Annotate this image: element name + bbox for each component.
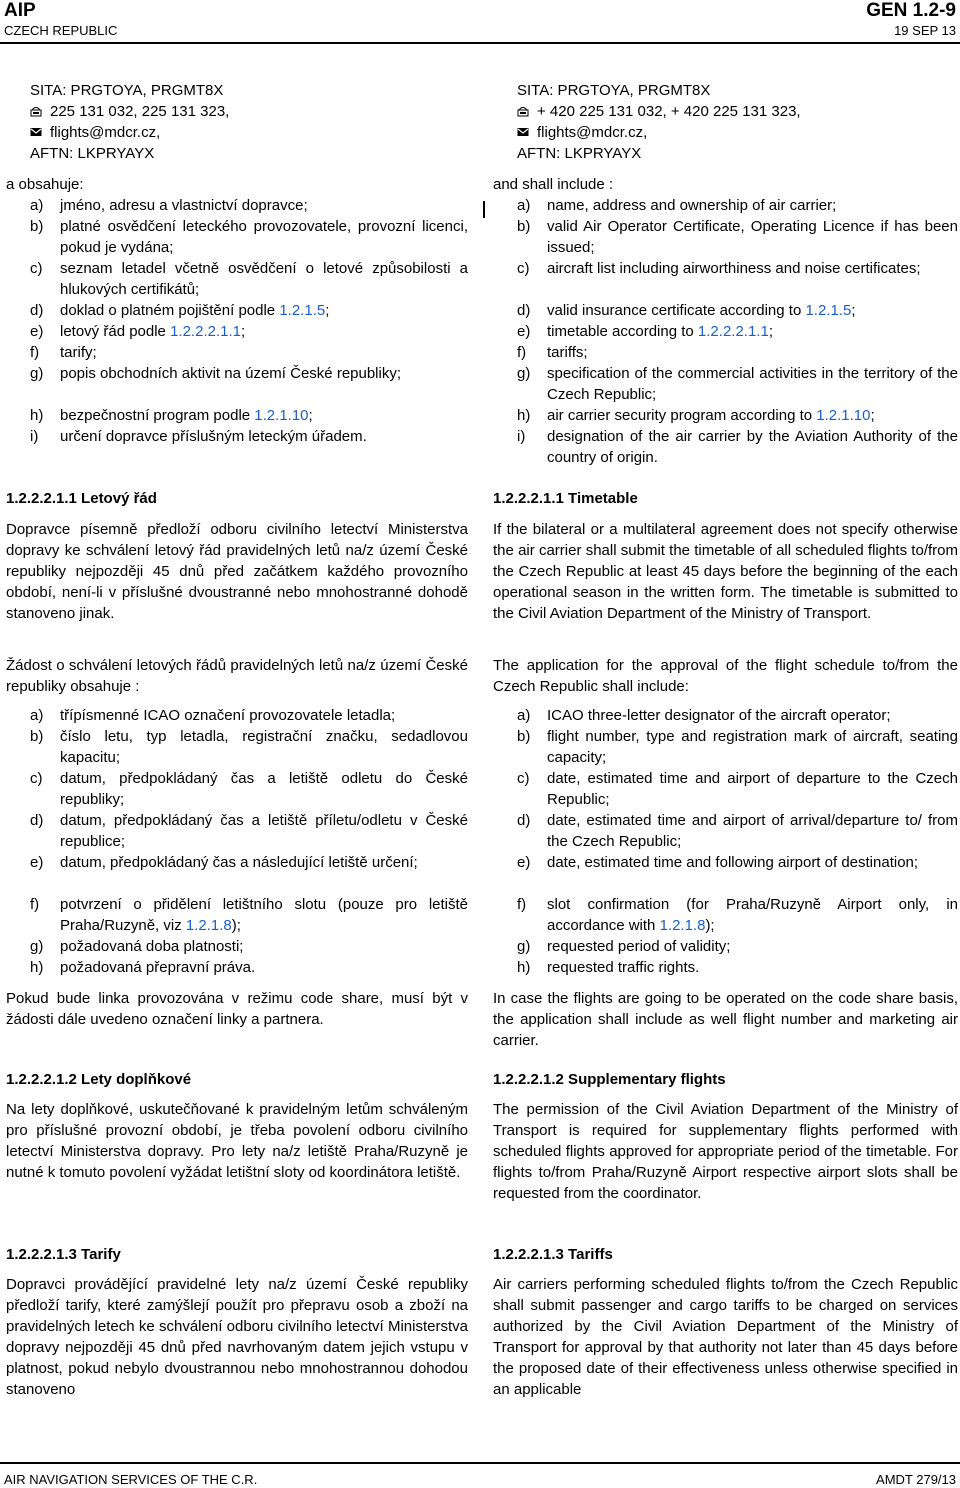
list-item [30,936,468,957]
list-marker: d) [30,812,44,829]
list-item-text: třípísmenné ICAO označení provozovatele letadla; [60,707,396,724]
list-marker: g) [517,365,531,382]
list-marker: c) [30,260,43,277]
list-item [517,342,958,363]
list-item-text: datum, předpokládaný čas a následující letiště určení; [60,854,418,871]
cross-reference-link[interactable]: 1.2.1.5 [805,302,852,319]
list-marker: h) [517,959,531,976]
list-item-text: jméno, adresu a vlastnictví dopravce; [60,197,308,214]
list-item [30,342,468,363]
list-item [517,810,958,852]
list-item [517,426,958,468]
cross-reference-link[interactable]: 1.2.1.8 [185,917,232,934]
phone-numbers: 225 131 032, 225 131 323, [50,103,230,120]
paragraph: Na lety doplňkové, uskutečňované k pravidelným letům schváleným pro příslušné provozní období, je třeba povolení odboru civilního letectví Ministerstva dopravy. Pro lety na/z letiště Praha/Ruzyně je nutné k tomuto povolení vyžádat letištní sloty od koordinátora letiště. [6,1101,468,1181]
list-item-text: designation of the air carrier by the Aviation Authority of the country of origin. [547,428,958,466]
list-item [30,300,468,321]
list-item-text-end: ); [705,917,715,934]
list-item-text-end: ); [231,917,241,934]
list-marker: h) [30,407,44,424]
list-marker: b) [30,218,44,235]
list-item-text: tarify; [60,344,97,361]
list-item-text: slot confirmation (for Praha/Ruzyně Airport only, in accordance with [547,896,958,934]
list-marker: a) [517,707,531,724]
list-marker: f) [30,344,40,361]
aftn-address: AFTN: LKPRYAYX [30,145,155,162]
list-item [517,768,958,810]
list-item [517,363,958,405]
list-item-text-end: ; [325,302,330,319]
list-item [517,321,958,342]
list-item-text: specification of the commercial activities in the territory of the Czech Republic; [547,365,958,403]
list-item [30,705,468,726]
publisher-name: AIR NAVIGATION SERVICES OF THE C.R. [4,1472,258,1487]
list-item [30,768,468,810]
list-item [30,363,468,384]
list-marker: f) [517,896,527,913]
cross-reference-link[interactable]: 1.2.1.5 [279,302,326,319]
contact-block [517,80,958,164]
contact-block [30,80,468,164]
page-header-left [4,0,117,39]
list-item-text: určení dopravce příslušným leteckým úřadem. [60,428,367,445]
paragraph: Žádost o schválení letových řádů pravidelných letů na/z území České republiky obsahuje : [6,657,468,695]
list-marker: d) [30,302,44,319]
phone-icon [517,105,529,117]
list-marker: g) [517,938,531,955]
list-item [30,426,468,447]
list-marker: b) [517,728,531,745]
paragraph: The permission of the Civil Aviation Department of the Ministry of Transport is required for supplementary flights performed with scheduled flights approved for appropriate period of the timetable. For flights to/from Praha/Ruzyně Airport respective airport slots shall be requested from the coordinator. [493,1101,958,1202]
section-heading: 1.2.2.2.1.1 Letový řád [6,490,157,507]
list-marker: a) [30,197,44,214]
email-line [517,122,958,143]
list-item-text: popis obchodních aktivit na území České republiky; [60,365,402,382]
list-marker: f) [30,896,40,913]
paragraph: Dopravci provádějící pravidelné lety na/z území České republiky předloží tarify, které zamýšlejí použít pro přepravu osob a zboží na pravidelných letech ke schválení odboru civilního letectví Ministerstva dopravy nejpozději 45 dnů před navrhovaným datem jejich vstupu v platnost, pokud nebylo dvoustrannou nebo mnohostrannou dohodou stanoveno [6,1276,468,1398]
list-marker: i) [30,428,39,445]
list-marker: c) [517,260,530,277]
list-item-text-end: ; [308,407,313,424]
list-item-text: potvrzení o přidělení letištního slotu (pouze pro letiště Praha/Ruzyně, viz [60,896,468,934]
list-item-text: flight number, type and registration mark of aircraft, seating capacity; [547,728,958,766]
list-item [30,216,468,258]
list-marker: d) [517,302,531,319]
aftn-address: AFTN: LKPRYAYX [517,145,642,162]
list-item [517,258,958,279]
list-item [30,894,468,936]
list-item [30,810,468,852]
cross-reference-link[interactable]: 1.2.2.2.1.1 [697,323,769,340]
list-item [30,258,468,300]
list-item [30,321,468,342]
list-item [517,957,958,978]
list-marker: c) [30,770,43,787]
list-marker: d) [517,812,531,829]
list-marker: e) [30,323,44,340]
list-item-text-end: ; [851,302,856,319]
email-address: flights@mdcr.cz, [537,124,648,141]
list-item [517,195,958,216]
list-item-text: valid Air Operator Certificate, Operating Licence if has been issued; [547,218,958,256]
phone-line [30,101,468,122]
header-rule [0,42,960,44]
sita-address: SITA: PRGTOYA, PRGMT8X [517,82,711,99]
list-item [30,957,468,978]
page-header-right [866,0,956,39]
list-item-text: seznam letadel včetně osvědčení o letové způsobilosti a hlukových certifikátů; [60,260,468,298]
list-marker: e) [517,854,531,871]
content-intro: a obsahuje: [6,176,84,193]
list-marker: a) [517,197,531,214]
envelope-icon [517,126,529,138]
list-item-text: doklad o platném pojištění podle [60,302,280,319]
list-marker: g) [30,938,44,955]
list-item-text-end: ; [240,323,246,340]
list-item [517,705,958,726]
list-marker: a) [30,707,44,724]
list-item-text: valid insurance certificate according to [547,302,806,319]
list-item-text: date, estimated time and airport of arrival/departure to/ from the Czech Republic; [547,812,958,850]
list-marker: i) [517,428,526,445]
footer-rule [0,1462,960,1464]
list-item-text: ICAO three-letter designator of the aircraft operator; [547,707,891,724]
section-heading: 1.2.2.2.1.2 Supplementary flights [493,1071,726,1088]
list-marker: h) [517,407,531,424]
cross-reference-link[interactable]: 1.2.1.8 [659,917,706,934]
list-marker: e) [517,323,531,340]
sita-address: SITA: PRGTOYA, PRGMT8X [30,82,224,99]
cross-reference-link[interactable]: 1.2.1.10 [816,407,871,424]
paragraph: Air carriers performing scheduled flights to/from the Czech Republic shall submit passenger and cargo tariffs to be charged on services authorized by the Civil Aviation Department of the Ministry of Transport for approval by that authority not later than 45 days before the proposed date of their effectiveness unless otherwise specified in an applicable [493,1276,958,1398]
list-marker: g) [30,365,44,382]
list-item-text: požadovaná přepravní práva. [60,959,256,976]
list-item-text: platné osvědčení leteckého provozovatele, provozní licenci, pokud je vydána; [60,218,468,256]
envelope-icon [30,126,42,138]
list-item-text: tariffs; [547,344,588,361]
cross-reference-link[interactable]: 1.2.1.10 [254,407,309,424]
list-item-text: requested traffic rights. [547,959,700,976]
list-marker: c) [517,770,530,787]
list-item-text: požadovaná doba platnosti; [60,938,244,955]
cross-reference-link[interactable]: 1.2.2.2.1.1 [170,323,241,340]
list-item [517,894,958,936]
list-item-text: requested period of validity; [547,938,731,955]
change-bar [483,201,485,218]
email-line [30,122,468,143]
paragraph: Pokud bude linka provozována v režimu code share, musí být v žádosti dále uvedeno označení linky a partnera. [6,990,468,1028]
content-intro: and shall include : [493,176,614,193]
effective-date: 19 SEP 13 [894,23,956,38]
list-item [517,216,958,258]
list-item [30,405,468,426]
list-marker: e) [30,854,44,871]
list-item-text: bezpečnostní program podle [60,407,255,424]
list-marker: b) [30,728,44,745]
section-heading: 1.2.2.2.1.2 Lety doplňkové [6,1071,192,1088]
page-number: GEN 1.2-9 [866,0,956,21]
list-item-text: aircraft list including airworthiness and noise certificates; [547,260,921,277]
list-marker: h) [30,959,44,976]
phone-numbers: + 420 225 131 032, + 420 225 131 323, [537,103,801,120]
list-item-text-end: ; [870,407,875,424]
email-address: flights@mdcr.cz, [50,124,161,141]
list-item [517,405,958,426]
list-item [517,300,958,321]
paragraph: In case the flights are going to be operated on the code share basis, the application shall include as well flight number and marketing air carrier. [493,990,958,1049]
list-item-text: name, address and ownership of air carrier; [547,197,837,214]
country-name: CZECH REPUBLIC [4,23,118,38]
section-heading: 1.2.2.2.1.3 Tarify [6,1246,121,1263]
list-marker: b) [517,218,531,235]
phone-icon [30,105,42,117]
list-item-text: číslo letu, typ letadla, registrační značku, sedadlovou kapacitu; [60,728,468,766]
list-item [517,852,958,873]
list-item [30,852,468,873]
list-item-text: air carrier security program according to [547,407,817,424]
paragraph: The application for the approval of the flight schedule to/from the Czech Republic shall include: [493,657,958,695]
list-item-text: timetable according to [547,323,698,340]
paragraph: If the bilateral or a multilateral agreement does not specify otherwise the air carrier shall submit the timetable of all scheduled flights to/from the Czech Republic at least 45 days before the beginning of the each operational season in the written form. The timetable is submitted to the Civil Aviation Department of the Ministry of Transport. [493,521,958,622]
section-heading: 1.2.2.2.1.3 Tariffs [493,1246,613,1263]
list-item [30,195,468,216]
list-item-text: datum, předpokládaný čas a letiště příletu/odletu v České republice; [60,812,468,850]
paragraph: Dopravce písemně předloží odboru civilního letectví Ministerstva dopravy ke schválení letový řád pravidelných letů na/z území České republiky nejpozději 45 dnů před začátkem každého provozního období, není-li v příslušné dvoustranné nebo mnohostranné dohodě stanoveno jinak. [6,521,468,622]
list-item-text: datum, předpokládaný čas a letiště odletu do České republiky; [60,770,468,808]
list-item [30,726,468,768]
list-item-text-end: ; [768,323,773,340]
amendment-number: AMDT 279/13 [876,1472,956,1487]
list-marker: f) [517,344,527,361]
list-item-text: date, estimated time and following airport of destination; [547,854,919,871]
section-heading: 1.2.2.2.1.1 Timetable [493,490,638,507]
phone-line [517,101,958,122]
list-item-text: letový řád podle [60,323,171,340]
list-item-text: date, estimated time and airport of departure to the Czech Republic; [547,770,958,808]
list-item [517,936,958,957]
publication-title: AIP [4,0,36,21]
list-item [517,726,958,768]
